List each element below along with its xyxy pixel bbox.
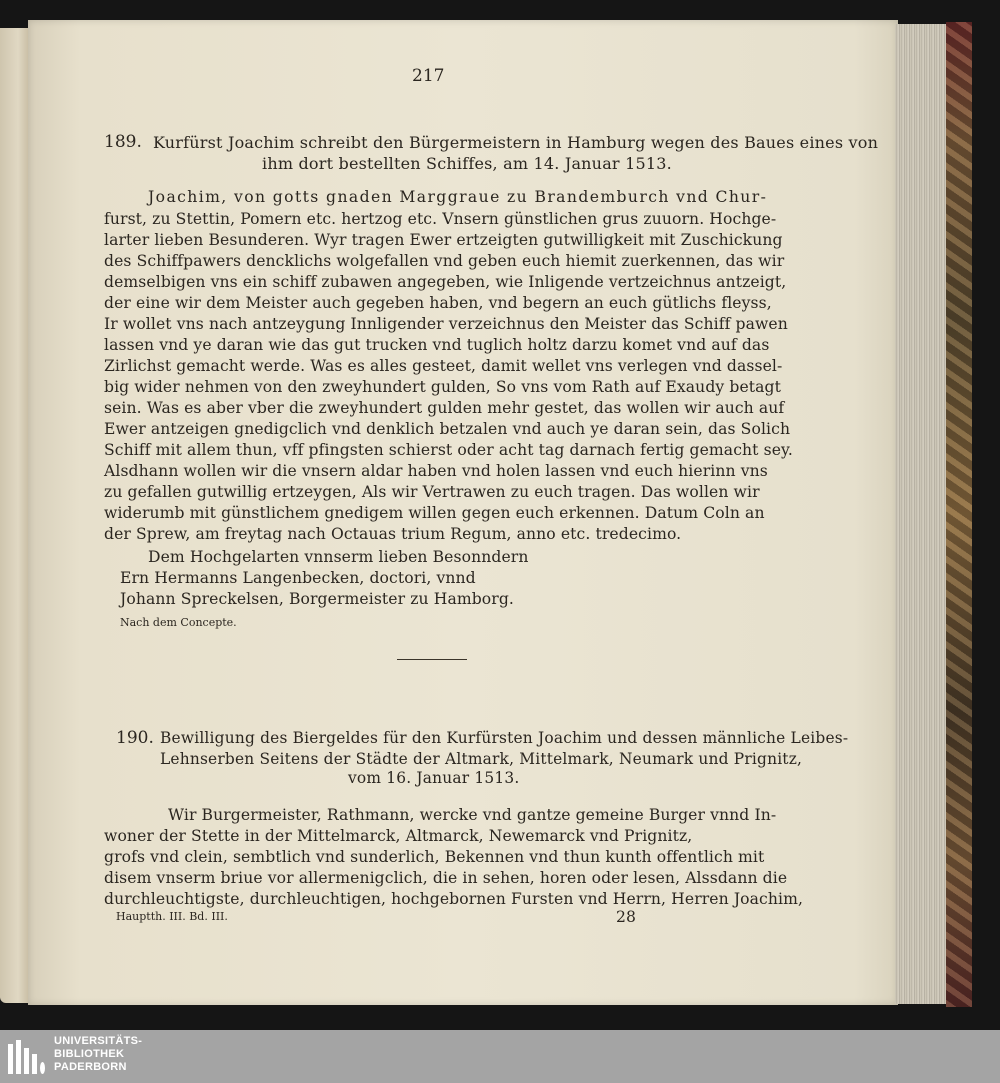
entry-189-line: furst, zu Stettin, Pomern etc. hertzog etc. Vnsern günstlichen grus zuuorn. Hochge- — [104, 210, 777, 228]
entry-189-line: widerumb mit günstlichem gnedigem willen gegen euch erkennen. Datum Coln an — [104, 504, 765, 522]
library-name-line1: UNIVERSITÄTS- — [54, 1035, 143, 1047]
entry-189-line: Alsdhann wollen wir die vnsern aldar haben vnd holen lassen vnd euch hierinn vns — [104, 462, 768, 480]
source-note: Nach dem Concepte. — [120, 616, 237, 629]
page-number: 217 — [412, 66, 445, 86]
entry-189-line: lassen vnd ye daran wie das gut trucken vnd tuglich holtz darzu komet vnd auf das — [104, 336, 770, 354]
entry-190-number: 190. — [116, 728, 154, 748]
section-divider — [397, 659, 467, 660]
library-logo-icon — [8, 1040, 44, 1074]
address-line: Ern Hermanns Langenbecken, doctori, vnnd — [120, 569, 476, 587]
entry-190-line: Wir Burgermeister, Rathmann, wercke vnd gantze gemeine Burger vnnd In- — [168, 806, 777, 824]
address-line: Johann Spreckelsen, Borgermeister zu Hamborg. — [120, 590, 514, 608]
entry-189-line: Ir wollet vns nach antzeygung Innligender verzeichnus den Meister das Schiff pawen — [104, 315, 788, 333]
entry-189-line: Ewer antzeigen gnedigclich vnd denklich betzalen vnd auch ye daran sein, das Solich — [104, 420, 791, 438]
library-name-line2: BIBLIOTHEK — [54, 1048, 125, 1060]
entry-189-line: Zirlichst gemacht werde. Was es alles gesteet, damit wellet vns verlegen vnd dassel- — [104, 357, 783, 375]
signature-number: 28 — [616, 908, 637, 926]
entry-190-heading-line2: Lehnserben Seitens der Städte der Altmark, Mittelmark, Neumark und Prignitz, — [160, 750, 803, 768]
entry-189-line: Schiff mit allem thun, vff pfingsten schierst oder acht tag darnach fertig gemacht sey. — [104, 441, 793, 459]
entry-189-line: larter lieben Besunderen. Wyr tragen Ewer ertzeigten gutwilligkeit mit Zuschickung — [104, 231, 783, 249]
entry-190-heading-line3: vom 16. Januar 1513. — [348, 769, 520, 787]
entry-189-line: der eine wir dem Meister auch gegeben haben, vnd begern an euch gütlichs fleyss, — [104, 294, 772, 312]
page-edges — [895, 24, 947, 1004]
address-line: Dem Hochgelarten vnnserm lieben Besonndern — [148, 548, 529, 566]
entry-190-line: durchleuchtigste, durchleuchtigen, hochgebornen Fursten vnd Herrn, Herren Joachim, — [104, 890, 804, 908]
entry-189-line: der Sprew, am freytag nach Octauas trium Regum, anno etc. tredecimo. — [104, 525, 682, 543]
library-footer — [0, 1030, 1000, 1083]
entry-190-line: disem vnserm briue vor allermenigclich, die in sehen, horen oder lesen, Alssdann die — [104, 869, 788, 887]
left-page-edge — [0, 28, 30, 1003]
entry-190-heading-line1: Bewilligung des Biergeldes für den Kurfürsten Joachim und dessen männliche Leibes- — [160, 729, 849, 747]
entry-189-heading-line1: Kurfürst Joachim schreibt den Bürgermeistern in Hamburg wegen des Baues eines von — [153, 133, 879, 152]
entry-190-line: woner der Stette in der Mittelmarck, Altmarck, Newemarck vnd Prignitz, — [104, 827, 693, 845]
entry-189-line: big wider nehmen von den zweyhundert gulden, So vns vom Rath auf Exaudy betagt — [104, 378, 781, 396]
entry-189-line: demselbigen vns ein schiff zubawen angegeben, wie Inligende vertzeichnus antzeigt, — [104, 273, 787, 291]
entry-189-heading-line2: ihm dort bestellten Schiffes, am 14. Januar 1513. — [262, 154, 672, 173]
entry-189-line: Joachim, von gotts gnaden Marggraue zu Brandemburch vnd Chur- — [148, 188, 768, 206]
entry-189-number: 189. — [104, 132, 142, 152]
marbled-cover — [946, 22, 972, 1007]
entry-189-line: des Schiffpawers dencklichs wolgefallen vnd geben euch hiemit zuerkennen, das wir — [104, 252, 785, 270]
entry-189-line: zu gefallen gutwillig ertzeygen, Als wir Vertrawen zu euch tragen. Das wollen wir — [104, 483, 760, 501]
library-name-line3: PADERBORN — [54, 1061, 127, 1073]
entry-190-line: grofs vnd clein, sembtlich vnd sunderlich, Bekennen vnd thun kunth offentlich mit — [104, 848, 765, 866]
entry-189-line: sein. Was es aber vber die zweyhundert gulden mehr gestet, das wollen wir auch auf — [104, 399, 785, 417]
signature-mark: Hauptth. III. Bd. III. — [116, 910, 228, 923]
